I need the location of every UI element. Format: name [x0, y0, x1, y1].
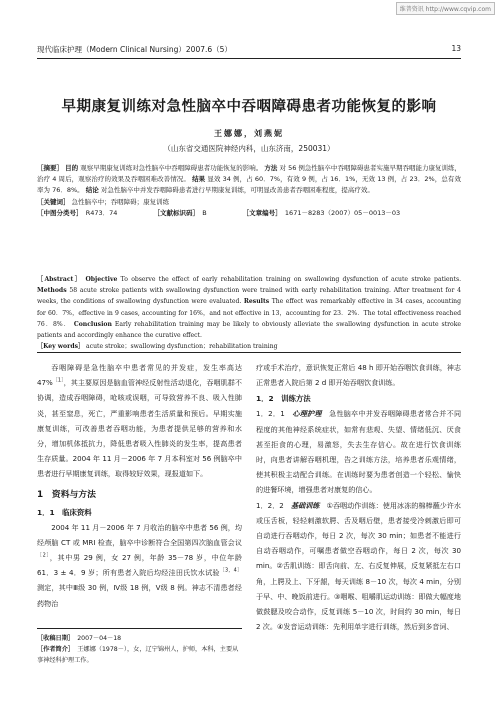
- citation-1: ［1］: [52, 377, 64, 384]
- received-date: [37, 633, 242, 644]
- psychological-nursing-paragraph: [256, 406, 461, 497]
- abstract-cn-result: 显效 34 例，占 60．7%，有效 9 例，占 16．1%，无效 13 例，占 23．2%，总有效率为 76．8%。: [37, 175, 461, 195]
- intro-paragraph: [37, 360, 242, 482]
- section-divider: [37, 352, 461, 353]
- keywords-en: [37, 341, 461, 352]
- watermark: 维普资讯 http://www.cqvip.com: [396, 2, 495, 15]
- subsection-number-1-2-2: 1．2．2: [256, 500, 284, 510]
- abstract-cn-method: 对 56 例急性脑卒中吞咽障碍患者实施早期吞咽能力康复训练，治疗 4 周后，观察治疗的效果及吞咽困难改善情况。: [37, 164, 462, 184]
- abstract-cn-conclusion: 对急性脑卒中并发吞咽障碍患者进行早期康复训练，可明显改善患者吞咽困难程度，提高疗效。: [100, 186, 374, 195]
- abstract-cn-method-label: 方法: [264, 164, 278, 172]
- basic-training-paragraph: [256, 498, 461, 635]
- subsection-heading-training-methods: 1．2 训练方法: [256, 394, 311, 404]
- footnote: [37, 628, 242, 666]
- subsection-title-psych: 心理护理: [292, 409, 322, 419]
- abstract-cn-result-label: 结果: [192, 175, 206, 184]
- basic-training-text: ①吞咽动作训练：使用冰冻的棉棒蘸少许水或压舌板，轻轻刺激软腭、舌及咽后壁，患者接受冷刺激后即可自动进行吞咽动作，每日 2 次，每次 30 min；如患者不能进行自动吞咽动作，可嘱患者做空吞咽动作，每日 2 次，每次 30 min。②舌肌训练：即舌向前、左、右反复伸展，反复紧抵左右口角，上腭及上、下牙龈，每天训练 8－10 次，每次 4 min，分别于早、中、晚饭前进行。③咽喉、咀嚼肌运动训练：即做大幅度地做鼓腮及咬合动作，反复训练 5－10 次，时间约 30 min，每日 2 次。④发音运动训练：先利用单字进行训练，然后到多音词、: [256, 500, 462, 632]
- doc-code-label: ［文献标识码］: [153, 208, 196, 217]
- abstract-cn-body: [37, 163, 461, 197]
- citation-2: ［2］: [37, 552, 50, 559]
- abstract-en-body: [37, 274, 461, 341]
- psych-text: 急性脑卒中并发吞咽障碍患者常合并不同程度的其他神经系统症状，如常有悲观、失望、情绪低沉、厌食甚至拒食的心理，易激怒，失去生存信心。故在进行饮食训练时，向患者讲解吞咽机理，告之训练方法，培养患者乐观情绪，使其积极主动配合训练。在训练时要为患者创造一个轻松、愉快的进餐环境，增强患者对康复的信心。: [256, 409, 462, 495]
- clc-label: ［中图分类号］: [37, 208, 80, 217]
- intro-text-b: ，其主要原因是脑血管神经反射性活动退化，吞咽肌群不协调，造成吞咽障碍，呛咳或误咽，可导致营养不良、吸入性肺炎，甚至窒息，死亡，严重影响患者生活质量和预后。早期实施康复训练，可改善患者吞咽功能，为患者提供足够的营养和水分，增加机体抵抗力，降低患者吸入性肺炎的发生率，提高患者生存质量。2004 年 11 月－2006 年 7 月本科室对 56 例脑卒中患者进行早期康复训练，取得较好效果，现报道如下。: [37, 378, 243, 479]
- clinical-text-b: ，其中男 29 例，女 27 例，年龄 35－78 岁，中位年龄 61．3 ± 4．9 岁；所有患者入院后均经洼田氏饮水试验: [37, 553, 243, 578]
- keywords-en-label: ［Key words］: [37, 343, 85, 351]
- author-bio-label: ［作者简介］: [37, 646, 72, 653]
- clinical-text-c: 测定，其中Ⅲ级 30 例，Ⅳ级 18 例，Ⅴ级 8 例。神志不清患者经药物治: [37, 583, 242, 608]
- abstract-en-results: The effect was remarkably effective in 34 cases, accounting for 60．7%，effective in 9 cases, accounting for 16%，and not effective in 13，accounting for 23．2%．The total effectiveness reached 76．8%．: [37, 298, 462, 328]
- article-no-label: ［文章编号］: [242, 208, 279, 217]
- article-affiliation: （山东省交通医院神经内科，山东济南，250031）: [163, 144, 335, 153]
- page-number: 13: [451, 44, 461, 53]
- body-column-left: [37, 360, 242, 611]
- body-column-right: [256, 360, 461, 634]
- article-title: 早期康复训练对急性脑卒中吞咽障碍患者功能恢复的影响: [61, 98, 437, 115]
- abstract-en-objective-label: Objective: [85, 276, 118, 283]
- keywords-cn-text: 急性脑卒中；吞咽障碍；康复训练: [71, 197, 170, 206]
- classification-line: [37, 208, 461, 219]
- clinical-data-paragraph: [37, 520, 242, 611]
- running-head: [37, 44, 461, 59]
- continued-paragraph: 疗或手术治疗，意识恢复正常后 48 h 即开始吞咽饮食训练，神志正常患者入院后第 2 d 即开始吞咽饮食训练。: [256, 363, 461, 388]
- abstract-chinese: [37, 163, 461, 219]
- abstract-en-methods: 58 acute stroke patients with swallowing dysfunction were trained with early rehabilitation training. After treatment for 4 weeks, the conditions of swallowing dysfunction were evaluated.: [37, 287, 461, 306]
- document-code: [153, 208, 206, 219]
- abstract-cn-objective-label: 目的: [65, 164, 79, 172]
- abstract-en-conclusion-label: Conclusion: [73, 320, 112, 328]
- received-value: 2007－04－18: [77, 635, 122, 642]
- abstract-en-results-label: Results: [243, 298, 270, 306]
- subsection-number-1-2-1: 1．2．1: [256, 409, 285, 419]
- keywords-en-text: acute stroke；swallowing dysfunction；rehabilitation training: [86, 343, 278, 351]
- author-bio-text: 王娜娜（1978－），女，辽宁锦州人，护师，本科，主要从事神经科护理工作。: [37, 646, 239, 664]
- author-bio: [37, 644, 242, 666]
- abstract-cn-label: ［摘要］: [37, 164, 64, 172]
- abstract-en-objective: To observe the effect of early rehabilitation training on swallowing dysfunction of acute stroke patients.: [120, 276, 462, 283]
- abstract-en-methods-label: Methods: [37, 287, 67, 295]
- abstract-english: [37, 274, 461, 352]
- intro-text-a: 吞咽障碍是急性脑卒中患者常见的并发症，发生率高达 47%: [37, 363, 242, 388]
- clinical-text-a: 2004 年 11 月－2006 年 7 月收治的脑卒中患者 56 例，均经颅脑 CT 或 MRI 检查，脑卒中诊断符合全国第四次脑血管会议: [37, 522, 242, 547]
- keywords-cn: [37, 197, 461, 208]
- article-authors: 王娜娜，刘燕妮: [214, 128, 284, 138]
- abstract-cn-objective: 观察早期康复训练对急性脑卒中吞咽障碍患者功能恢复的影响。: [80, 164, 263, 172]
- section-heading-materials-methods: 1 资料与方法: [37, 489, 96, 500]
- clc-number: [37, 208, 117, 219]
- article-number: [243, 208, 400, 219]
- doc-code-value: B: [202, 208, 207, 217]
- journal-name: 现代临床护理（Modern Clinical Nursing）2007.6（5）: [37, 45, 232, 54]
- abstract-en-label: ［Abstract］: [37, 276, 83, 283]
- clc-value: R473．74: [85, 208, 118, 217]
- abstract-en-conclusion: Early rehabilitation training may be likely to obviously alleviate the swallowing dysfunction in acute stroke patients and accordingly enhance the curative effect.: [37, 320, 462, 340]
- subsection-title-basic: 基础训练: [290, 500, 320, 510]
- citation-3-4: ［3，4］: [219, 567, 242, 574]
- subsection-heading-clinical-data: 1．1 临床资料: [37, 507, 92, 517]
- article-no-value: 1671－8283（2007）05－0013－03: [284, 208, 401, 217]
- keywords-cn-label: ［关键词］: [37, 197, 70, 206]
- abstract-cn-conclusion-label: 结论: [85, 186, 99, 195]
- received-label: ［收稿日期］: [37, 635, 72, 642]
